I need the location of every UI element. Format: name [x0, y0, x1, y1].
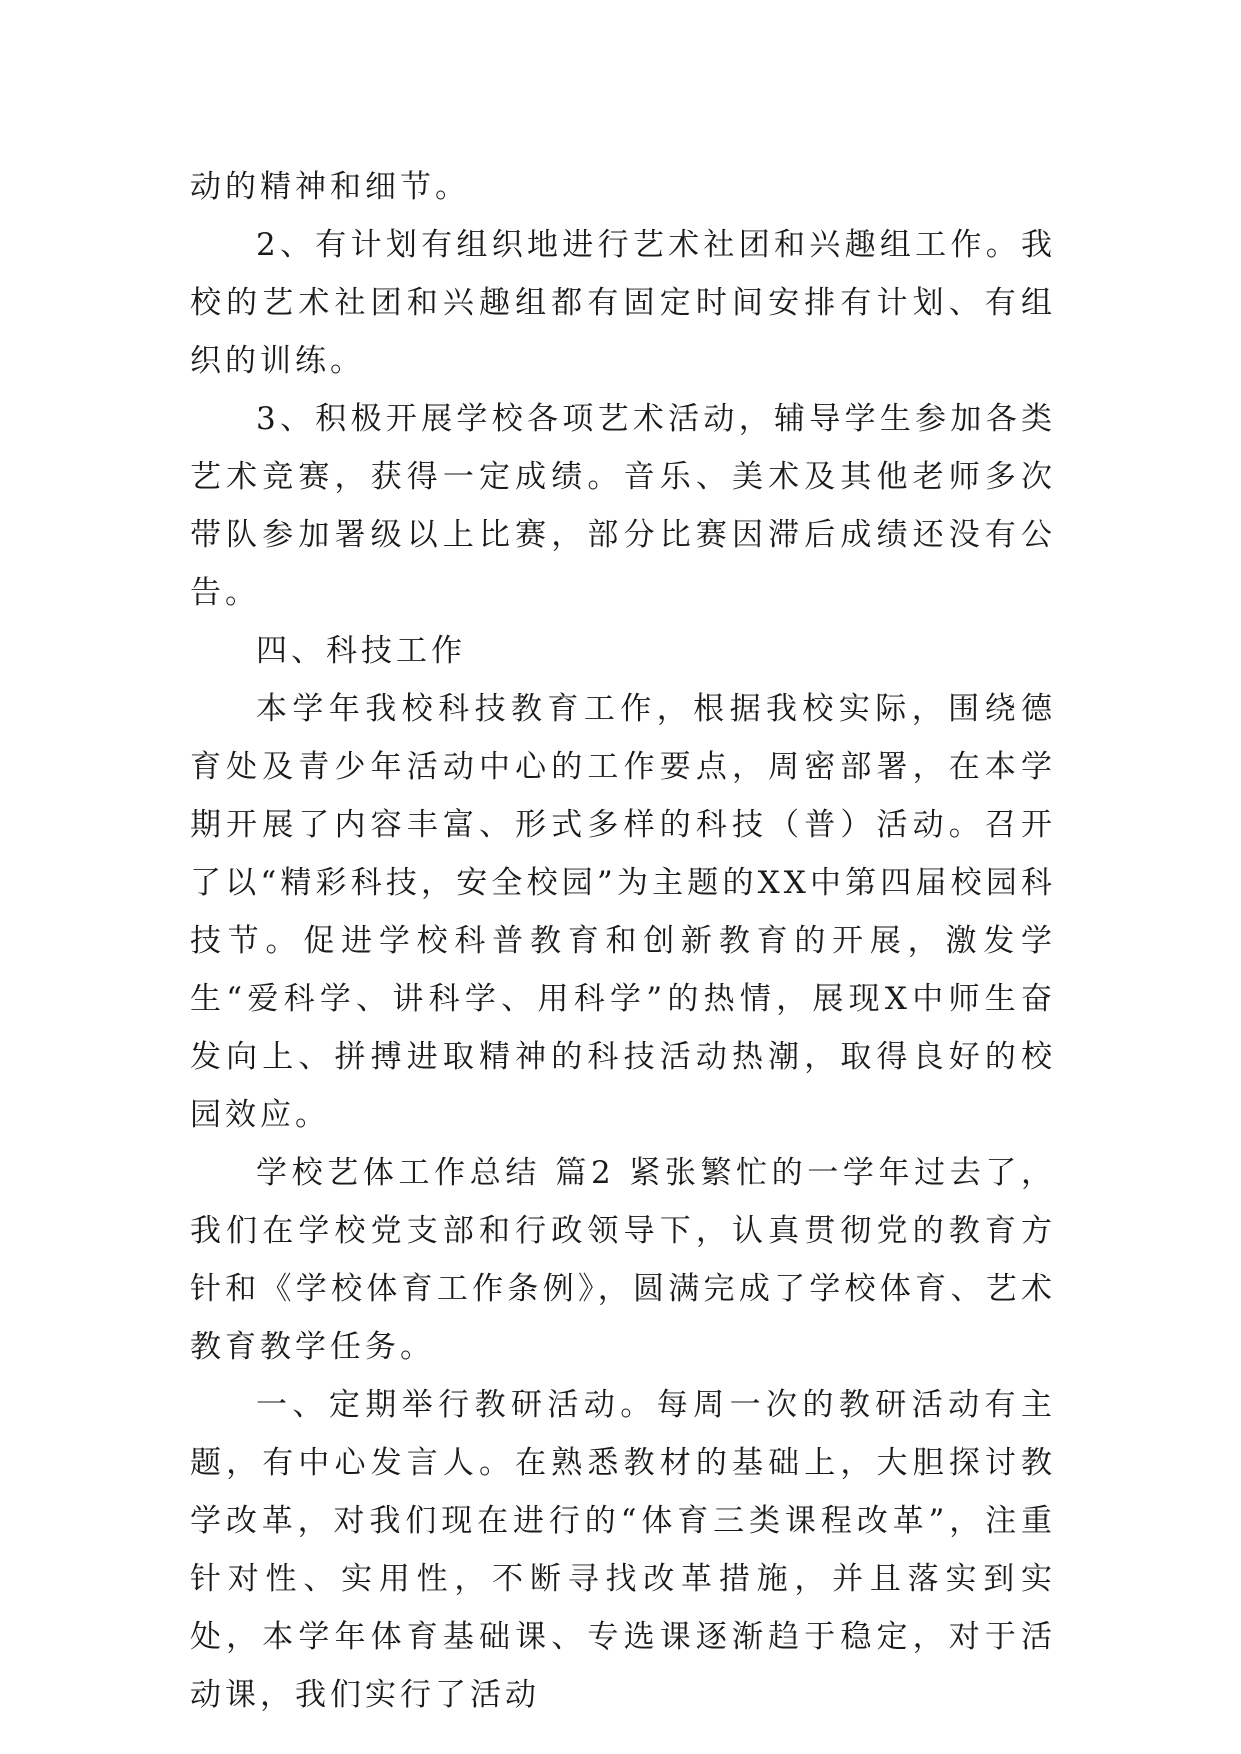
- paragraph-3: 3、积极开展学校各项艺术活动，辅导学生参加各类艺术竞赛，获得一定成绩。音乐、美术及其他老师多次带队参加署级以上比赛，部分比赛因滞后成绩还没有公告。: [190, 401, 1056, 611]
- paragraph-1: 动的精神和细节。: [190, 169, 470, 205]
- paragraph-5: 学校艺体工作总结 篇2 紧张繁忙的一学年过去了，我们在学校党支部和行政领导下，认真贯彻党的教育方针和《学校体育工作条例》，圆满完成了学校体育、艺术教育教学任务。: [190, 1155, 1056, 1365]
- section-heading-tech: 四、科技工作: [256, 633, 466, 669]
- document-body: [190, 158, 1056, 1724]
- paragraph-6: 一、定期举行教研活动。每周一次的教研活动有主题，有中心发言人。在熟悉教材的基础上，大胆探讨教学改革，对我们现在进行的“体育三类课程改革”，注重针对性、实用性，不断寻找改革措施，并且落实到实处，本学年体育基础课、专选课逐渐趋于稳定，对于活动课，我们实行了活动: [190, 1387, 1056, 1713]
- paragraph-4: 本学年我校科技教育工作，根据我校实际，围绕德育处及青少年活动中心的工作要点，周密部署，在本学期开展了内容丰富、形式多样的科技（普）活动。召开了以“精彩科技，安全校园”为主题的XX中第四届校园科技节。促进学校科普教育和创新教育的开展，激发学生“爱科学、讲科学、用科学”的热情，展现X中师生奋发向上、拼搏进取精神的科技活动热潮，取得良好的校园效应。: [190, 691, 1056, 1133]
- paragraph-2: 2、有计划有组织地进行艺术社团和兴趣组工作。我校的艺术社团和兴趣组都有固定时间安排有计划、有组织的训练。: [190, 227, 1056, 379]
